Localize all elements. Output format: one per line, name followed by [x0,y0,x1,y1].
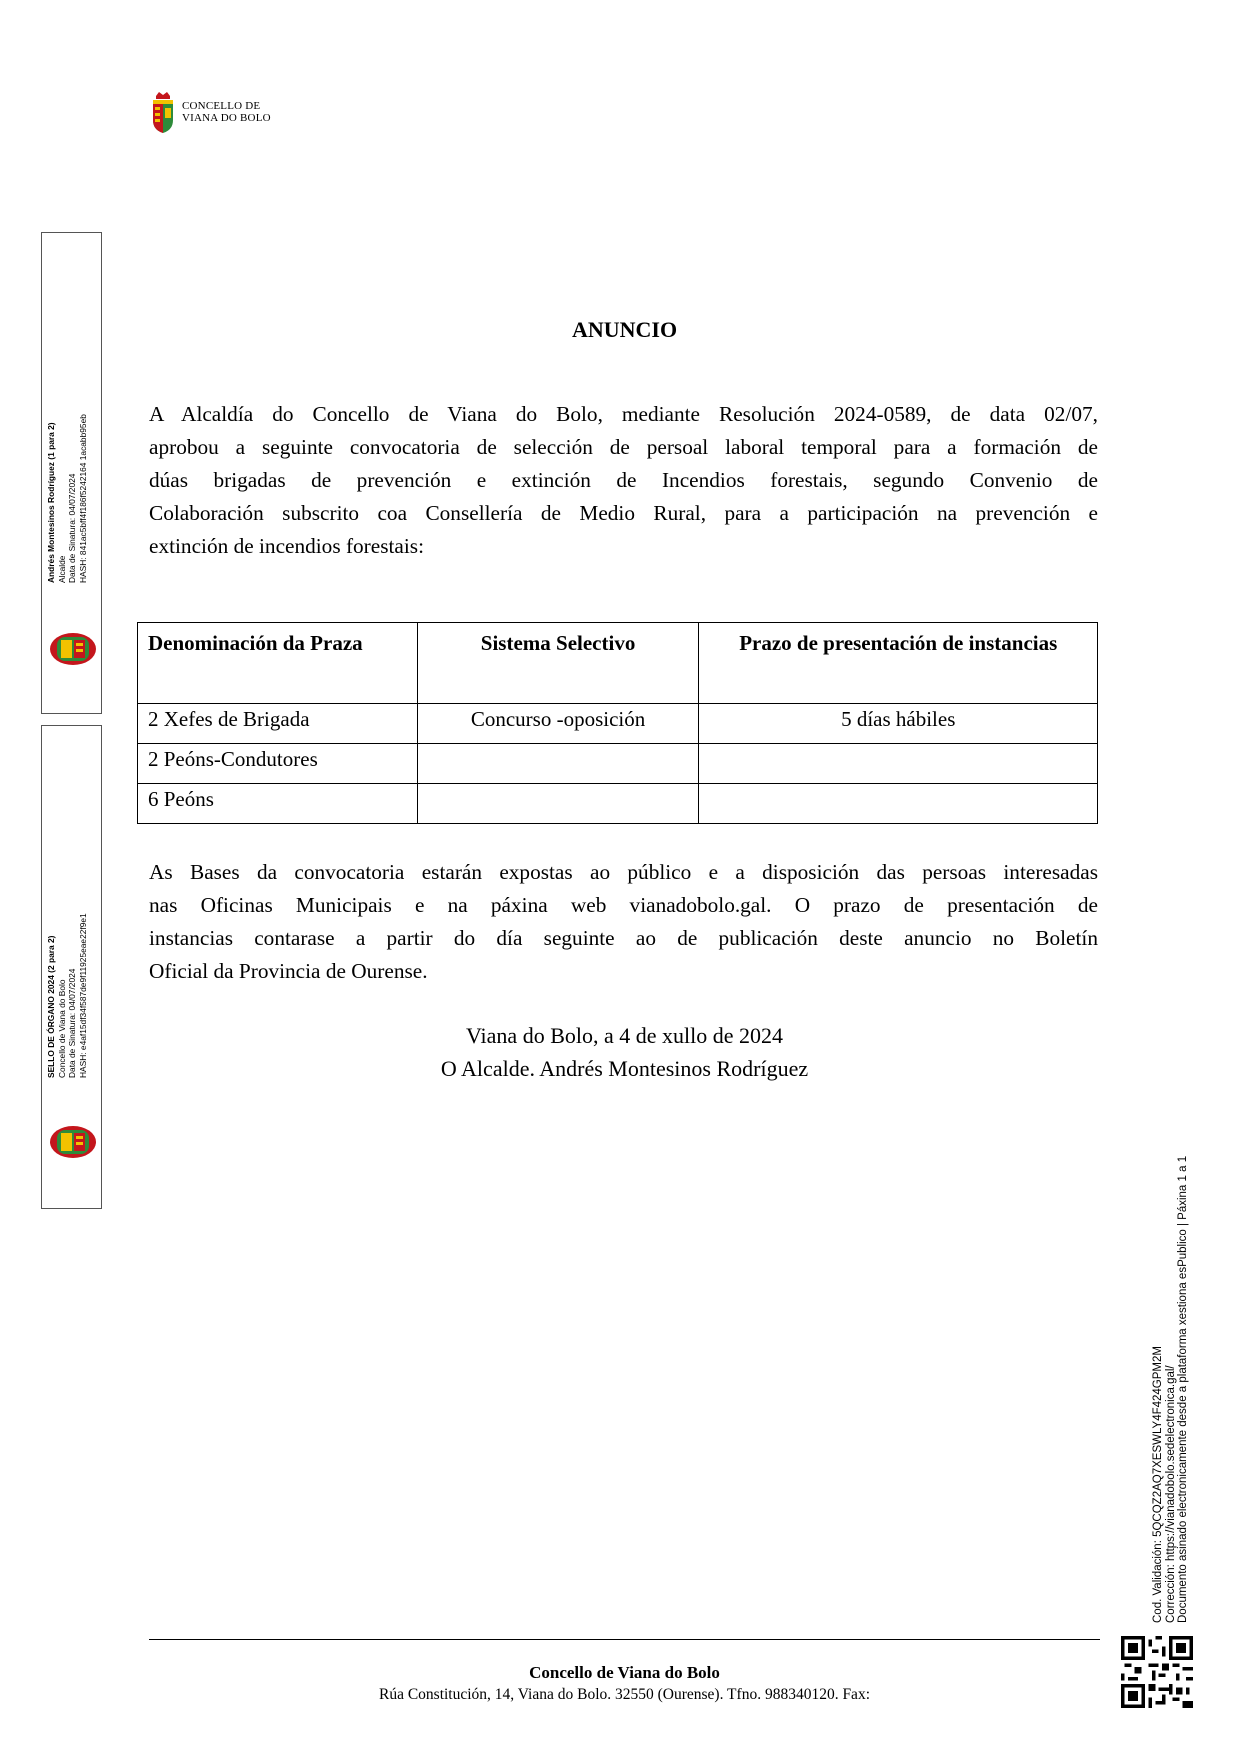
signature-box-seal [41,725,102,1209]
table-cell [417,744,699,784]
seal-date: Data de Sinatura: 04/07/2024 [67,968,77,1078]
signature-box-mayor [41,232,102,714]
document-title: ANUNCIO [571,317,678,342]
positions-table [137,622,1098,824]
header-logo [150,90,271,134]
signature-role: Alcalde [56,555,67,583]
verification-url[interactable]: Corrección: https://vianadobolo.sedelectronica.gal/ [1164,1365,1177,1623]
bases-line: instancias contarase a partir do día seguinte ao de publicación deste anuncio no Boletín [149,926,1098,950]
logo-line-1: CONCELLO DE [182,100,261,112]
table-row [138,704,1098,744]
table-row [138,784,1098,824]
seal-entity: Concello de Viana do Bolo [56,979,67,1078]
verification-text [1152,1156,1190,1623]
seal-signer: SELLO DE ÓRGANO 2024 (2 para 2) [46,935,56,1078]
table-cell [417,784,699,824]
place-date: Viana do Bolo, a 4 de xullo de 2024 [465,1023,783,1048]
seal-shield-icon [49,1124,97,1160]
bases-line: nas Oficinas Municipais e na páxina web vianadobolo.gal. O prazo de presentación de [149,893,1098,917]
signature-signer: Andrés Montesinos Rodríguez (1 para 2) [46,422,56,583]
intro-line: A Alcaldía do Concello de Viana do Bolo, mediante Resolución 2024-0589, de data 02/07, [149,402,1098,426]
bases-line: As Bases da convocatoria estarán expostas ao público e a disposición das persoas interesadas [149,860,1098,884]
table-cell [699,744,1098,784]
seal-hash: HASH: e4af15df34f587de9f11925eae22f9e1 [77,913,88,1078]
table-cell: 2 Xefes de Brigada [138,704,418,744]
logo-text [182,100,271,124]
footer-divider [149,1639,1100,1640]
logo-line-2: VIANA DO BOLO [182,112,271,124]
bases-paragraph [149,856,1098,988]
signature-date: Data de Sinatura: 04/07/2024 [67,473,77,583]
table-cell: Concurso -oposición [417,704,699,744]
intro-line: extinción de incendios forestais: [149,534,425,558]
signature-text-mayor [46,414,88,583]
signer-name: O Alcalde. Andrés Montesinos Rodríguez [440,1056,809,1081]
header-sistema: Sistema Selectivo [417,623,699,704]
table-row [138,744,1098,784]
verification-note: Documento asinado electronicamente desde a plataforma xestiona esPublico | Páxina 1 a 1 [1177,1155,1189,1623]
header-prazo: Prazo de presentación de instancias [699,623,1098,704]
table-header-row [138,623,1098,704]
footer-name: Concello de Viana do Bolo [529,1663,720,1682]
intro-paragraph [149,398,1098,563]
intro-line: Colaboración subscrito coa Consellería de Medio Rural, para a participación na prevención e [149,501,1098,525]
header-denominacion: Denominación da Praza [138,623,418,704]
coat-of-arms-icon [150,90,176,134]
table-cell [699,784,1098,824]
signature-hash: HASH: 841ac5bff4f186f5242164 1acabb95eb [77,414,88,583]
intro-line: aprobou a seguinte convocatoria de selección de persoal laboral temporal para a formación de [149,435,1098,459]
verification-code: Cod. Validación: 5QCQZ2AQ7XESWLY4F424GPM2M [1152,1346,1164,1623]
seal-shield-icon [49,631,97,667]
table-cell: 6 Peóns [138,784,418,824]
footer-address: Rúa Constitución, 14, Viana do Bolo. 32550 (Ourense). Tfno. 988340120. Fax: [378,1686,870,1703]
intro-line: dúas brigadas de prevención e extinción de Incendios forestais, segundo Convenio de [149,468,1098,492]
table-cell: 2 Peóns-Condutores [138,744,418,784]
bases-line: Oficial da Provincia de Ourense. [149,959,428,983]
table-cell: 5 días hábiles [699,704,1098,744]
